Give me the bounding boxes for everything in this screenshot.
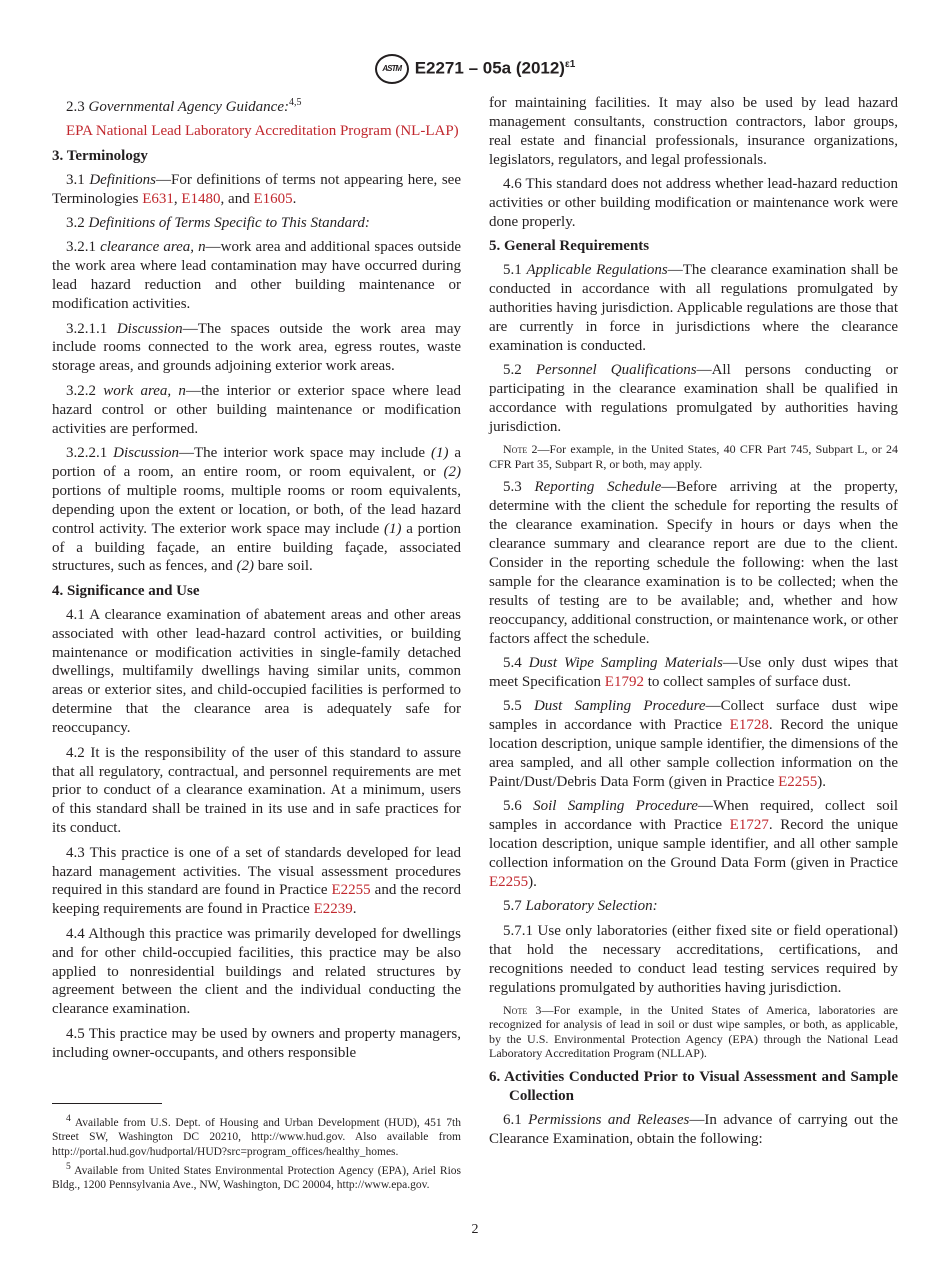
text-run: 2.3 [66, 99, 89, 115]
italic-term: (1) [384, 520, 402, 537]
paragraph [52, 444, 461, 576]
text-run: 4.5 This practice may be used by owners and property managers, including owner-occupants, and others responsible [52, 1025, 461, 1061]
text-run: 3.2.2 [66, 382, 104, 399]
italic-term: (2) [443, 463, 461, 480]
text-run: 5.6 [503, 798, 534, 815]
italic-term: Definitions of Terms Specific to This Standard: [88, 215, 370, 232]
italic-term: Discussion [113, 445, 179, 461]
text-run: 5.4 [503, 655, 529, 672]
text-run: 3.2.1.1 [66, 320, 117, 337]
footnote-text: Available from U.S. Dept. of Housing and Urban Development (HUD), 451 7th Street SW, Washington DC 20210, http://www.hud.gov. Also available from http://portal.hud.gov/hudportal/HUD?src=program_offices/healthy_homes. [52, 1116, 461, 1159]
section-heading [52, 582, 461, 601]
paragraph [489, 478, 898, 648]
text-run: —All persons conducting or participating in the clearance examination shall be qualified in accordance with regulations promulgated by authorities having jurisdiction. [489, 362, 899, 435]
text-run: 3.1 [66, 171, 90, 188]
standard-link[interactable]: E1792 [604, 673, 644, 690]
text-run: 5.7.1 Use only laboratories (either fixed site or field operational) that hold the necessary accreditations, certifications, and recognitions needed to conduct lead testing services required by regulations promulgated by authorities having jurisdiction. [489, 922, 898, 996]
italic-term: Dust Wipe Sampling Materials [528, 655, 723, 672]
paragraph [489, 897, 898, 916]
text-run: —For example, in the United States of America, laboratories are recognized for analysis of lead in soil or dust wipe samples, or both, as applicable, by the U.S. Environmental Protection Agency (EPA) through the National Lead Laboratory Accreditation Program (NLLAP). [489, 1002, 898, 1061]
paragraph [52, 320, 461, 377]
standard-link[interactable]: E2255 [489, 874, 529, 891]
standard-link[interactable]: E2239 [313, 901, 353, 918]
footnote-marker: 5 [66, 1160, 71, 1172]
standard-link[interactable]: E2255 [778, 774, 818, 790]
paragraph [489, 261, 898, 356]
text-run: 5. General Requirements [489, 238, 650, 255]
text-run: —The interior work space may include [179, 445, 431, 461]
note [489, 442, 898, 471]
italic-term: (1) [430, 445, 449, 461]
paragraph [52, 122, 461, 141]
paragraph [489, 797, 898, 892]
astm-logo: ASTM [375, 54, 409, 84]
paragraph [489, 94, 898, 170]
paragraph [489, 922, 898, 998]
text-run: . [292, 190, 297, 207]
text-run: a portion of a room, an entire room, or room equivalent, or [52, 445, 462, 480]
paragraph [489, 697, 898, 792]
standard-link[interactable]: E2255 [331, 882, 371, 899]
italic-term: work area, n [103, 382, 186, 399]
text-run: 3. Terminology [52, 147, 148, 164]
text-run: 4.6 This standard does not address whether lead-hazard reduction activities or other building modification or maintenance work were done properly. [489, 176, 898, 230]
footnote-5 [52, 1160, 461, 1193]
text-run: . Record the unique location description, unique sample identifier, and all other sample collection information on the Ground Data Form (given in Practice [489, 817, 899, 872]
text-run: . [352, 901, 357, 918]
text-run: 5.5 [503, 698, 534, 715]
text-run: 3.2.2.1 [66, 445, 114, 461]
text-run: —work area and additional spaces outside the work area where lead contamination may have occurred during lead hazard reduction and other building maintenance or modification activities. [52, 239, 461, 313]
text-run: —Collect surface dust wipe samples in accordance with Practice [489, 698, 899, 734]
epsilon-superscript: ε1 [564, 58, 576, 70]
paragraph [52, 171, 461, 209]
italic-term: Dust Sampling Procedure [533, 698, 706, 715]
paragraph [52, 744, 461, 839]
italic-term: Personnel Qualifications [535, 362, 697, 379]
text-run: —For definitions of terms not appearing here, see Terminologies [52, 171, 461, 207]
text-run: , [173, 190, 182, 207]
text-run: —For example, in the United States, 40 CFR Part 745, Subpart L, or 24 CFR Part 35, Subpart R, or both, may apply. [489, 442, 898, 471]
footnote-4 [52, 1112, 461, 1160]
paragraph [52, 1025, 461, 1063]
paragraph [489, 654, 898, 692]
paragraph [52, 844, 461, 920]
paragraph [489, 175, 898, 232]
text-run: , and [220, 190, 254, 207]
text-run: for maintaining facilities. It may also be used by lead hazard management consultants, construction contractors, labor groups, real estate and financial professionals, insurance organizations, legislators, regulators, and legal professionals. [489, 95, 898, 168]
text-run: to collect samples of surface dust. [643, 673, 851, 690]
paragraph [52, 606, 461, 738]
text-run: 5.2 [503, 362, 536, 379]
italic-term: Applicable Regulations [526, 262, 668, 279]
section-heading [52, 147, 461, 166]
italic-term: Permissions and Releases [528, 1111, 690, 1128]
text-run: —the interior or exterior space where lead hazard control or other building maintenance or modification activities are performed. [52, 382, 461, 437]
paragraph [52, 925, 461, 1020]
section-heading [489, 237, 898, 256]
text-run: 5.7 [503, 898, 526, 915]
text-run: 5.1 [503, 262, 527, 279]
text-run: ). [817, 774, 827, 790]
text-run: —The spaces outside the work area may include rooms connected to the work area, egress routes, waste storage areas, and grounds adjoining exterior work areas. [52, 320, 461, 375]
text-run: 4. Significance and Use [52, 582, 200, 599]
text-run: 4.1 A clearance examination of abatement areas and other areas associated with other lead-hazard control activities, or building maintenance or modification activities in single-family detached dwellings, multifamily dwellings having similar units, common areas or exterior sites, and child-occupied facilities is performed to determine that the clearance area is adequately safe for reoccupancy. [52, 606, 461, 737]
text-run: and the record keeping requirements are found in Practice [52, 882, 461, 918]
section-heading [489, 1068, 898, 1106]
standard-link[interactable]: E1605 [253, 190, 293, 207]
right-column [489, 94, 898, 1154]
text-run: . Record the unique location description, unique sample identifier, the dimensions of the area sampled, and all other sample collection information on the Paint/Dust/Debris Data Form (given in Practice [489, 717, 899, 790]
paragraph [52, 238, 461, 314]
standard-link[interactable]: E1727 [729, 817, 769, 834]
text-run: 5.3 [503, 479, 535, 496]
text-run: —In advance of carrying out the Clearance Examination, obtain the following: [489, 1111, 898, 1147]
italic-term: (2) [236, 558, 255, 575]
text-run: portions of multiple rooms, multiple rooms or room equivalents, depending upon the extent or location, or both, of the lead hazard control activity. The exterior work space may include [52, 482, 461, 537]
text-run: 4.3 This practice is one of a set of standards developed for lead hazard management activities. The visual assessment procedures required in this standard are found in Practice [52, 844, 461, 899]
text-run: —Before arriving at the property, determine with the client the schedule for reporting the results of the clearance examination. Specify in hours or days when the clearance summary and clearance report are due to the client. Consider in the reporting schedule the following: when the last sample for the clearance examination is to be collected; when the results of testing are to be available; and, whether and how reoccupancy, additional construction, or maintenance work, or other factors affect the schedule. [489, 479, 898, 647]
paragraph [489, 1111, 898, 1149]
text-run: Note 3 [503, 1002, 542, 1017]
text-run: ). [528, 874, 537, 891]
text-run: bare soil. [254, 558, 313, 575]
note [489, 1003, 898, 1061]
standard-link[interactable]: E1480 [181, 190, 221, 207]
text-run: —When required, collect soil samples in accordance with Practice [489, 798, 899, 834]
paragraph [52, 382, 461, 439]
text-run: —Use only dust wipes that meet Specification [489, 655, 899, 690]
text-run: 3.2 [66, 215, 89, 232]
paragraph [52, 94, 461, 117]
footnotes [52, 1103, 461, 1193]
text-run: 6. Activities Conducted Prior to Visual Assessment and Sample Collection [489, 1068, 898, 1104]
standard-link[interactable]: E631 [142, 190, 174, 207]
paragraph [52, 214, 461, 233]
standard-link[interactable]: EPA National Lead Laboratory Accreditation Program (NL-LAP) [66, 123, 459, 140]
designation: E2271 – 05a (2012) [414, 58, 565, 78]
page-header [0, 54, 950, 84]
paragraph [489, 361, 898, 437]
text-run: Note 2 [503, 442, 538, 457]
text-run: 4.2 It is the responsibility of the user of this standard to assure that all regulatory, contractual, and personnel requirements are met prior to conduct of a clearance examination. At a minimum, users of this standard shall be trained in its use and in safe practices for its conduct. [52, 744, 461, 837]
italic-term: Laboratory Selection: [525, 898, 658, 915]
text-run: 4.4 Although this practice was primarily developed for dwellings and for other child-occupied facilities, this practice may be also applied to nonresidential buildings and related structures by agreement between the client and the individual conducting the clearance examination. [52, 925, 461, 1018]
italic-term: Definitions [89, 171, 157, 188]
text-run: 3.2.1 [66, 239, 101, 256]
standard-link[interactable]: E1728 [729, 717, 769, 734]
text-run: 6.1 [503, 1111, 529, 1128]
italic-term: Discussion [116, 320, 183, 337]
footnote-text: Available from United States Environmental Protection Agency (EPA), Ariel Rios Bldg., 1200 Pennsylvania Ave., NW, Washington, DC 20004, http://www.epa.gov. [52, 1164, 461, 1192]
footnote-ref: 4,5 [289, 97, 302, 108]
text-run: —The clearance examination shall be conducted in accordance with all regulations promulgated by authorities having jurisdiction. Applicable regulations are those that are currently in force in jurisdictions where the clearance examination is conducted. [489, 262, 899, 354]
page-number: 2 [471, 1222, 479, 1237]
footnote-marker: 4 [66, 1113, 71, 1124]
italic-term: Governmental Agency Guidance: [88, 99, 289, 115]
italic-term: clearance area, n [100, 239, 206, 256]
italic-term: Reporting Schedule [534, 479, 662, 496]
italic-term: Soil Sampling Procedure [533, 798, 698, 815]
left-column [52, 94, 461, 1068]
footnote-rule [52, 1103, 162, 1104]
text-run: a portion of a building façade, an entire building façade, associated structures, such as fences, and [52, 520, 461, 575]
